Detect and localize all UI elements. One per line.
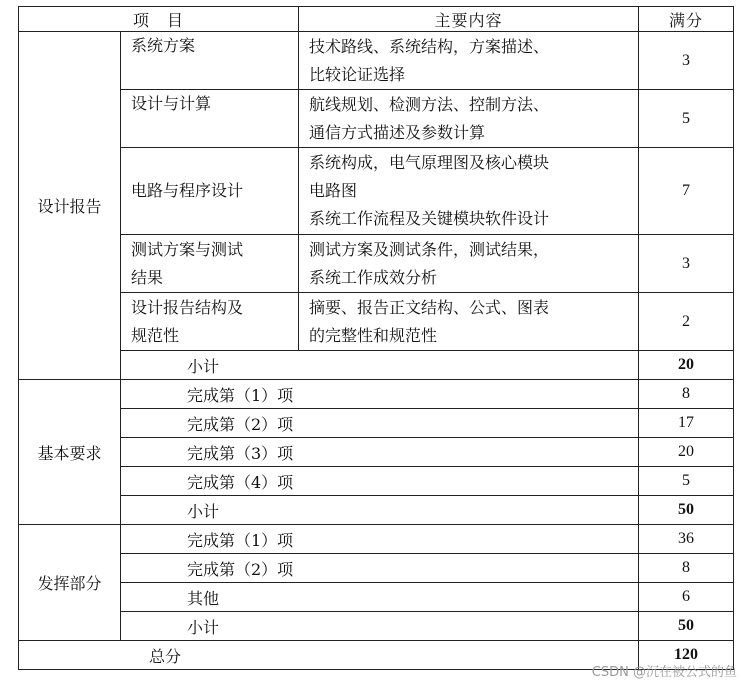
subtotal-score: 50: [639, 612, 734, 641]
subtotal-label: 小计: [121, 496, 639, 525]
group-label-extra: 发挥部分: [19, 525, 121, 641]
content-line: 通信方式描述及参数计算: [309, 122, 486, 142]
table-row: [19, 583, 734, 612]
content-line: 航线规划、检测方法、控制方法、: [309, 94, 550, 114]
header-row: [19, 7, 734, 32]
item-cell: 其他: [121, 583, 639, 612]
content-line: 测试方案及测试条件，测试结果，: [309, 239, 550, 259]
score-cell: 8: [639, 380, 734, 409]
item-cell: [121, 293, 299, 351]
table-row: [19, 148, 734, 235]
table-row: [19, 380, 734, 409]
content-cell: [299, 293, 639, 351]
score-cell: 36: [639, 525, 734, 554]
item-cell: 设计与计算: [121, 90, 299, 148]
table-row: [19, 409, 734, 438]
table-row: [19, 90, 734, 148]
score-cell: 5: [639, 90, 734, 148]
subtotal-row: [19, 612, 734, 641]
score-cell: 3: [639, 235, 734, 293]
item-line: 测试方案与测试: [131, 239, 244, 259]
table-row: [19, 438, 734, 467]
item-cell: 完成第（3）项: [121, 438, 639, 467]
item-line: 结果: [131, 267, 164, 287]
subtotal-row: [19, 496, 734, 525]
content-line: 的完整性和规范性: [309, 325, 438, 345]
table-row: [19, 467, 734, 496]
content-line: 技术路线、系统结构，方案描述、: [309, 36, 550, 56]
score-cell: 6: [639, 583, 734, 612]
score-cell: 17: [639, 409, 734, 438]
total-score: 120: [639, 641, 734, 670]
score-cell: 8: [639, 554, 734, 583]
table-row: [19, 235, 734, 293]
content-line: 电路图: [309, 181, 358, 200]
item-cell: 完成第（1）项: [121, 380, 639, 409]
score-cell: 7: [639, 148, 734, 235]
header-score: 满分: [639, 7, 734, 32]
scoring-table: [18, 6, 734, 670]
table-row: [19, 32, 734, 90]
content-cell: [299, 235, 639, 293]
score-cell: 20: [639, 438, 734, 467]
content-line: 比较论证选择: [309, 64, 406, 84]
content-line: 系统构成，电气原理图及核心模块: [309, 153, 550, 172]
item-line: 设计报告结构及: [131, 297, 244, 317]
subtotal-label: 小计: [121, 612, 639, 641]
score-cell: 3: [639, 32, 734, 90]
header-item: 项 目: [19, 7, 299, 32]
table-row: [19, 554, 734, 583]
content-cell: [299, 148, 639, 235]
item-cell: [121, 235, 299, 293]
group-label-basic: 基本要求: [19, 380, 121, 525]
item-cell: 完成第（2）项: [121, 554, 639, 583]
content-line: 系统工作成效分析: [309, 267, 438, 287]
score-cell: 5: [639, 467, 734, 496]
total-label: 总分: [19, 641, 639, 670]
subtotal-score: 20: [639, 351, 734, 380]
item-cell: 完成第（2）项: [121, 409, 639, 438]
item-cell: 完成第（4）项: [121, 467, 639, 496]
item-cell: 完成第（1）项: [121, 525, 639, 554]
group-label-report: 设计报告: [19, 32, 121, 380]
content-cell: [299, 90, 639, 148]
item-cell: 电路与程序设计: [121, 148, 299, 235]
subtotal-row: [19, 351, 734, 380]
subtotal-label: 小计: [121, 351, 639, 380]
content-cell: [299, 32, 639, 90]
subtotal-score: 50: [639, 496, 734, 525]
content-line: 系统工作流程及关键模块软件设计: [309, 209, 550, 228]
score-cell: 2: [639, 293, 734, 351]
watermark: CSDN @沉在被公式的鱼: [591, 665, 737, 680]
content-line: 摘要、报告正文结构、公式、图表: [309, 297, 550, 317]
item-cell: 系统方案: [121, 32, 299, 90]
item-line: 规范性: [131, 325, 180, 345]
header-content: 主要内容: [299, 7, 639, 32]
table-row: [19, 525, 734, 554]
table-row: [19, 293, 734, 351]
